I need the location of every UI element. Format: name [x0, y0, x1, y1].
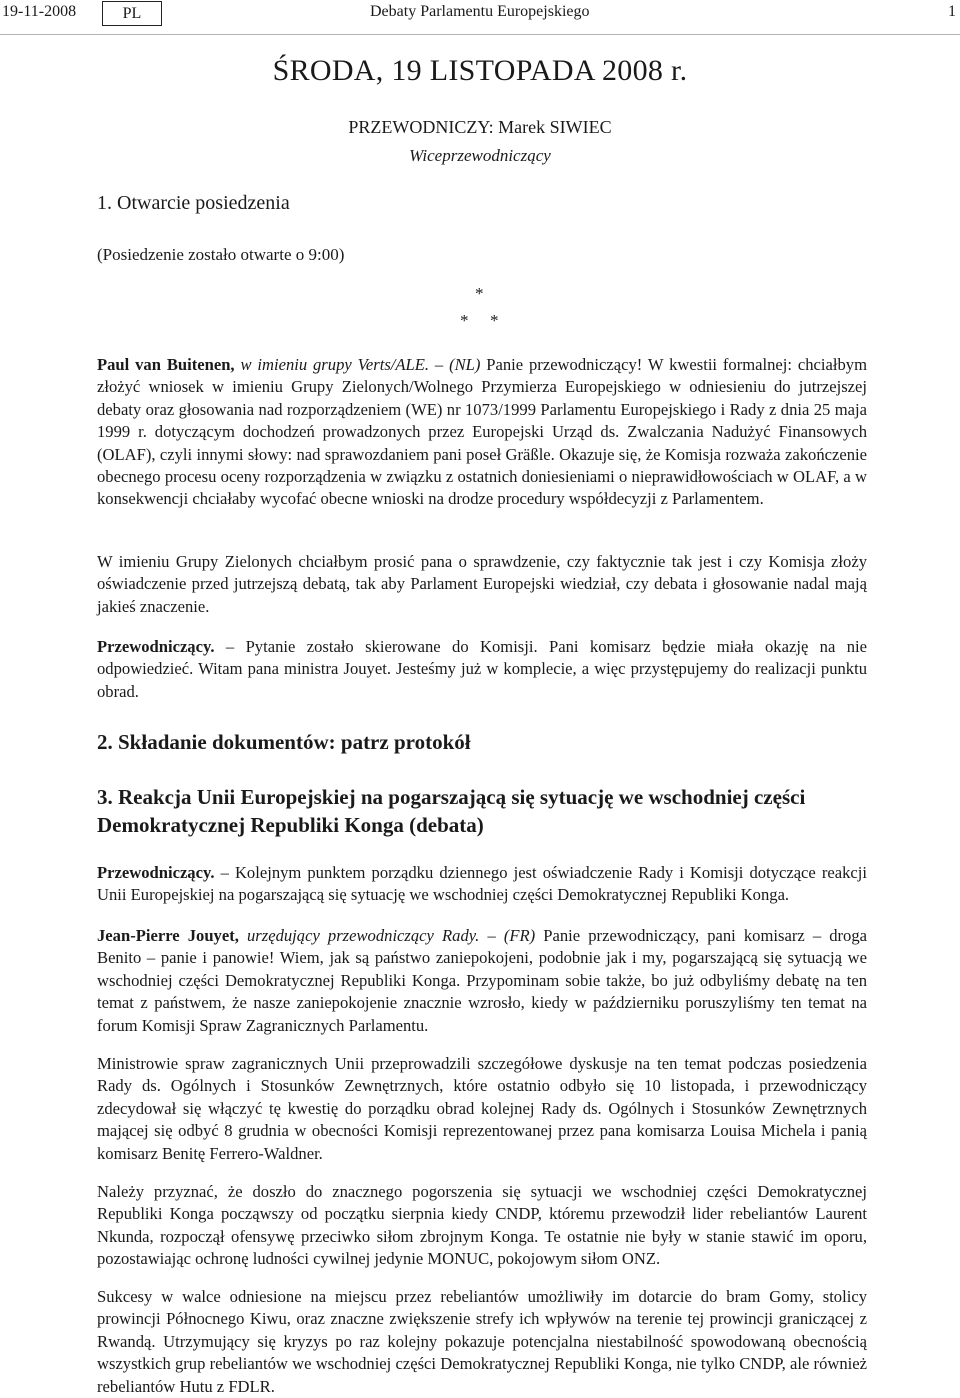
- paragraph-rebels: Sukcesy w walce odniesione na miejscu przez rebeliantów umożliwiły im dotarcie do bram Gomy, stolicy prowincji Północnego Kiwu, oraz znaczne zwiększenie strefy ich wpływów na terenie tej prowincji graniczącej z Rwandą. Utrzymujący się kryzys po raz kolejny pokazuje potencjalna niestabilność spowodowaną obecnością wszystkich grup rebeliantów we wschodniej części Demokratycznej Republiki Konga, nie tylko CNDP, ale również rebeliantów Hutu z FDLR.: [97, 1287, 867, 1396]
- paragraph-van-buitenen: [97, 354, 867, 511]
- presiding-role: Wiceprzewodniczący: [409, 146, 551, 165]
- section-3-title: [97, 783, 887, 839]
- speaker-name: Jean-Pierre Jouyet,: [97, 926, 239, 945]
- section-3-title-line-2: Demokratycznej Republiki Konga (debata): [97, 813, 484, 837]
- paragraph-text: Panie przewodniczący! W kwestii formalnej: chciałbym złożyć wniosek w imieniu Grupy Zielonych/Wolnego Przymierza Europejskiego w odniesieniu do jutrzejszej debaty oraz głosowania nad rozporządzeniem (WE) nr 1073/1999 Parlamentu Europejskiego i Rady z dnia 25 maja 1999 r. dotyczącym dochodzeń prowadzonych przez Europejski Urząd ds. Zwalczania Nadużyć Finansowych (OLAF), czyli innymi słowy: nad sprawozdaniem pani poseł Gräßle. Okazuje się, że Komisja rozważa zakończenie obecnego procesu oceny rozporządzenia w związku z ostatnich doniesieniami o nieprawidłowościach w OLAF, a w konsekwencji chciałaby wycofać obecne wnioski na drodze procedury współdecyzji z Parlamentem.: [97, 355, 867, 509]
- header-title: Debaty Parlamentu Europejskiego: [370, 3, 590, 20]
- opening-note: (Posiedzenie zostało otwarte o 9:00): [97, 245, 345, 264]
- presiding-officer: PRZEWODNICZY: Marek SIWIEC: [348, 117, 612, 137]
- paragraph-situation: Należy przyznać, że doszło do znacznego pogorszenia się sytuacji we wschodniej części Demokratycznej Republiki Konga począwszy od początku sierpnia kiedy CNDP, któremu przewodził lider rebeliantów Laurent Nkunda, rozpoczął ofensywę przeciwko siłom zbrojnym Konga. Te ostatnie nie były w stanie stawić im oporu, pozostawiając ochronę ludności cywilnej jedynie MONUC, pokojowym siłom ONZ.: [97, 1182, 867, 1269]
- speaker-language: – (NL): [434, 355, 481, 374]
- page-number: 1: [948, 3, 956, 20]
- speaker-role: w imieniu grupy Verts/ALE.: [240, 355, 430, 374]
- paragraph-greens-request: W imieniu Grupy Zielonych chciałbym prosić pana o sprawdzenie, czy faktycznie tak jest i czy Komisja złoży oświadczenie przed jutrzejszą debatą, tak aby Parlament Europejski wiedział, czy debata i głosowanie nadal mają jakieś znaczenie.: [97, 552, 867, 616]
- star-right: *: [490, 311, 499, 330]
- language-badge: PL: [102, 1, 162, 26]
- day-title: ŚRODA, 19 LISTOPADA 2008 r.: [272, 54, 688, 87]
- speaker-language: – (FR): [487, 926, 536, 945]
- section-1-title: 1. Otwarcie posiedzenia: [97, 192, 290, 214]
- speaker-name: Przewodniczący.: [97, 637, 215, 656]
- paragraph-text: Panie przewodniczący, pani komisarz – droga Benito – panie i panowie! Wiem, jak są państwo zaniepokojeni, podobnie jak i my, pogarszającą się sytuacją we wschodniej części Demokratycznej Republiki Konga. Przypominam sobie także, bo już odbyliśmy debatę na ten temat z państwem, że nasze zaniepokojenie znacznie wzrosło, kiedy w październiku poruszyliśmy ten temat na forum Komisji Spraw Zagranicznych Parlamentu.: [97, 926, 867, 1035]
- paragraph-text: – Kolejnym punktem porządku dziennego jest oświadczenie Rady i Komisji dotyczące reakcji Unii Europejskiej na pogarszającą się sytuację we wschodniej części Demokratycznej Republiki Konga.: [97, 863, 867, 905]
- header-date: 19-11-2008: [2, 3, 77, 20]
- star-left: *: [460, 311, 469, 330]
- page-header: [0, 0, 960, 35]
- star-top: *: [475, 284, 484, 303]
- paragraph-ministers: Ministrowie spraw zagranicznych Unii przeprowadzili szczegółowe dyskusje na ten temat podczas posiedzenia Rady ds. Ogólnych i Stosunków Zewnętrznych, które ostatnio odbyło się 10 listopada, i przewodniczący zdecydował się włączyć tę kwestię do porządku obrad kolejnej Rady ds. Ogólnych i Stosunków Zewnętrznych mającej się odbyć 8 grudnia w obecności Komisji reprezentowanej przez pana komisarza Louisa Michela i panią komisarz Benitę Ferrero-Waldner.: [97, 1054, 867, 1163]
- paragraph-president-agenda: [97, 862, 867, 907]
- section-2-title: 2. Składanie dokumentów: patrz protokół: [97, 730, 471, 754]
- paragraph-president-reply: [97, 636, 867, 703]
- paragraph-text: – Pytanie zostało skierowane do Komisji. Pani komisarz będzie miała okazję na nie odpowiedzieć. Witam pana ministra Jouyet. Jesteśmy już w komplecie, a więc przystępujemy do realizacji punktu obrad.: [97, 637, 867, 701]
- speaker-name: Przewodniczący.: [97, 863, 215, 882]
- speaker-role: urzędujący przewodniczący Rady.: [247, 926, 480, 945]
- section-3-title-line-1: 3. Reakcja Unii Europejskiej na pogarszającą się sytuację we wschodniej części: [97, 785, 806, 809]
- speaker-name: Paul van Buitenen,: [97, 355, 235, 374]
- paragraph-jouyet: [97, 925, 867, 1037]
